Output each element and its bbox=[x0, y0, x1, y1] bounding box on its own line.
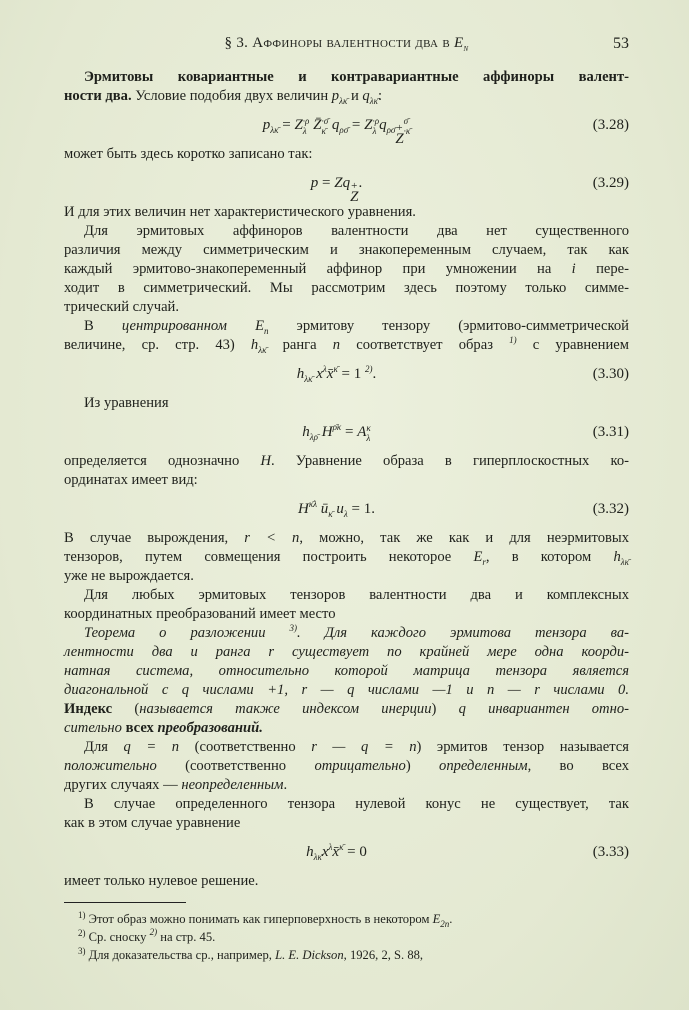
text-run: A bbox=[357, 424, 367, 440]
text-run: ) эрмитов тензор называется bbox=[416, 739, 629, 755]
text-run: отрицательно bbox=[314, 758, 406, 774]
text-run: и bbox=[347, 88, 363, 104]
subscript: λκ̄ bbox=[313, 852, 322, 862]
text-run: H bbox=[297, 501, 309, 517]
superscript-index: ·ρ bbox=[372, 115, 380, 126]
text-run: ности два. bbox=[64, 88, 132, 104]
accent-mark: + bbox=[396, 122, 403, 134]
text-run: координатных преобразований имеет место bbox=[64, 606, 336, 622]
text-line bbox=[64, 795, 629, 814]
text-line bbox=[64, 87, 629, 106]
text-run: (соответственно bbox=[179, 739, 312, 755]
text-run: Zq bbox=[334, 175, 351, 191]
text-line bbox=[64, 814, 629, 833]
text-run: Из уравнения bbox=[84, 395, 169, 411]
text-run: x̄ bbox=[326, 366, 334, 382]
text-run: Условие подобия двух величин bbox=[131, 88, 332, 104]
text-run: ходит в симметрический. Мы рассмотрим здесь поэтому только симме- bbox=[64, 280, 629, 296]
running-header bbox=[64, 35, 629, 55]
subscript-index: κ̄ bbox=[321, 125, 326, 136]
text-run: ранга bbox=[266, 337, 333, 353]
text-run: h bbox=[250, 337, 259, 353]
text-run: , во всех bbox=[527, 758, 630, 774]
footnotes bbox=[78, 906, 628, 960]
subscript: κ̄ bbox=[328, 509, 333, 519]
text-run: . Для каждого эрмитова тензора ва- bbox=[297, 625, 629, 641]
text-line bbox=[64, 605, 629, 624]
text-run: q = n bbox=[123, 739, 180, 755]
text-run: пере- bbox=[575, 261, 630, 277]
subscript-index: λ bbox=[372, 125, 377, 136]
text-line bbox=[64, 757, 629, 776]
subscript: ρσ̄ bbox=[386, 125, 396, 135]
equation-number: (3.28) bbox=[592, 117, 629, 133]
text-run: = bbox=[341, 424, 358, 440]
footnote bbox=[78, 942, 628, 960]
subscript: r bbox=[482, 557, 486, 567]
subscript-index: ·κ̄ bbox=[403, 125, 411, 136]
text-run: = 0 bbox=[343, 844, 367, 860]
equation bbox=[64, 106, 629, 145]
superscript: 3) bbox=[289, 623, 298, 633]
text-run: трический случай. bbox=[64, 299, 180, 315]
text-line bbox=[64, 222, 629, 241]
subscript: λκ̄ bbox=[258, 345, 267, 355]
text-run: i bbox=[571, 261, 576, 277]
subscript: λκ̄ bbox=[620, 557, 629, 567]
superscript: κ̄ bbox=[339, 842, 344, 852]
text-run: центрированном bbox=[121, 318, 227, 334]
text-line bbox=[64, 529, 629, 548]
text-run: E bbox=[432, 912, 441, 926]
text-run: на стр. 45. bbox=[157, 930, 216, 944]
text-run: уже не вырождается. bbox=[64, 568, 194, 584]
text-run: q bbox=[362, 88, 370, 104]
text-run: E bbox=[473, 549, 483, 565]
text-run: n bbox=[332, 337, 341, 353]
text-run: ) bbox=[405, 758, 440, 774]
text-run: Z̄ bbox=[309, 117, 322, 133]
text-run: имеет только нулевое решение. bbox=[64, 873, 259, 889]
text-run: соответствует образ bbox=[340, 337, 510, 353]
text-run: h bbox=[296, 366, 305, 382]
text-run: r < n bbox=[244, 530, 300, 546]
text-line bbox=[64, 298, 629, 317]
text-run: h bbox=[306, 844, 314, 860]
text-line bbox=[64, 662, 629, 681]
text-run: H bbox=[318, 424, 333, 440]
text-run: тензоров, путем совмещения построить некоторое bbox=[64, 549, 474, 565]
text-line bbox=[64, 700, 629, 719]
superscript: κ̄λ bbox=[308, 499, 318, 509]
subscript: λκ̄ bbox=[369, 96, 378, 106]
text-run: H bbox=[260, 453, 271, 469]
superscript-index: σ̄ bbox=[403, 115, 409, 126]
text-run: натная система, относительно которой матрица тензора является bbox=[64, 663, 629, 679]
text-run: L. E. Dickson bbox=[275, 948, 344, 962]
superscript: 2) bbox=[365, 364, 373, 374]
text-run: = 1. bbox=[347, 501, 375, 517]
text-run: всех bbox=[125, 720, 154, 736]
text-run: q bbox=[328, 117, 340, 133]
equation-body bbox=[263, 106, 411, 145]
text-run: . bbox=[358, 175, 363, 191]
text-line bbox=[64, 643, 629, 662]
text-run: x bbox=[312, 366, 323, 382]
text-run: = 1 bbox=[337, 366, 365, 382]
text-run: p bbox=[331, 88, 340, 104]
text-line bbox=[64, 260, 629, 279]
text-run: Z bbox=[364, 117, 373, 133]
text-run: каждый эрмитово-знакопеременный аффинор при умножении на bbox=[64, 261, 572, 277]
text-run: Для любых эрмитовых тензоров валентности два и комплексных bbox=[84, 587, 629, 603]
text-line bbox=[64, 548, 629, 567]
superscript-index: ·ρ bbox=[302, 115, 310, 126]
text-line bbox=[64, 624, 629, 643]
equation-body bbox=[297, 355, 377, 394]
text-run: определенным bbox=[439, 758, 528, 774]
text-run: q bbox=[379, 117, 387, 133]
text-run: Индекс bbox=[64, 701, 113, 717]
subscript: λρ̄ bbox=[309, 432, 318, 442]
text-line bbox=[64, 317, 629, 336]
subscript-index: λ bbox=[366, 432, 371, 443]
equation-body bbox=[302, 413, 370, 452]
text-line bbox=[64, 471, 629, 490]
text-run: Ср. сноску bbox=[85, 930, 150, 944]
text-run: : bbox=[377, 88, 382, 104]
equation bbox=[64, 490, 629, 529]
subscript: 2n bbox=[440, 919, 450, 929]
index-stack bbox=[366, 423, 370, 443]
superscript: 2) bbox=[149, 927, 158, 937]
equation-body bbox=[311, 164, 362, 203]
text-line bbox=[64, 336, 629, 355]
text-run: x bbox=[321, 844, 329, 860]
text-run: E bbox=[255, 318, 264, 334]
footnote-mark: 1) bbox=[78, 910, 86, 920]
text-run: Для эрмитовых аффиноров валентности два нет существенного bbox=[84, 223, 629, 239]
text-line bbox=[64, 567, 629, 586]
text-run: p bbox=[262, 117, 271, 133]
text-run: x̄ bbox=[332, 844, 340, 860]
subscript: λκ̄ bbox=[339, 96, 348, 106]
text-run: (соответственно bbox=[156, 758, 315, 774]
text-run: ) bbox=[431, 701, 459, 717]
text-run: q инвариантен отно- bbox=[458, 701, 629, 717]
text-run: u bbox=[332, 501, 344, 517]
text-run: , можно, так же как и для неэрмитовых bbox=[299, 530, 629, 546]
text-run: h bbox=[613, 549, 621, 565]
text-run: , 1926, 2, S. 88, bbox=[343, 948, 424, 962]
equation-body bbox=[298, 490, 375, 529]
text-run: И для этих величин нет характеристического уравнения. bbox=[64, 204, 416, 220]
subscript: ρσ̄ bbox=[339, 125, 349, 135]
text-run: . bbox=[372, 366, 377, 382]
text-run: = bbox=[278, 117, 295, 133]
page-number: 53 bbox=[613, 35, 629, 52]
text-run: Теорема о разложении bbox=[84, 625, 290, 641]
text-line bbox=[64, 719, 629, 738]
section-title bbox=[64, 35, 629, 54]
text-run: определяется однозначно bbox=[64, 453, 261, 469]
text-run: = bbox=[318, 175, 335, 191]
superscript: ρ̄κ bbox=[332, 422, 342, 432]
superscript: 1) bbox=[509, 335, 517, 345]
subscript: λ bbox=[343, 509, 348, 519]
text-run: В случае определенного тензора нулевой конус не существует, так bbox=[84, 796, 629, 812]
text-run: Эрмитовы ковариантные и контравариантные аффиноры валент- bbox=[84, 69, 629, 85]
footnote bbox=[78, 906, 628, 929]
text-run: лентности два и ранга r существует по крайней мере одна коорди- bbox=[64, 644, 629, 660]
text-run: r — q = n bbox=[311, 739, 417, 755]
text-run: = bbox=[348, 117, 365, 133]
equation bbox=[64, 413, 629, 452]
text-line bbox=[64, 872, 629, 891]
accented-symbol-group bbox=[395, 123, 403, 145]
text-run: . Уравнение образа в гиперплоскостных ко- bbox=[270, 453, 629, 469]
text-line bbox=[64, 586, 629, 605]
superscript: λ bbox=[328, 842, 333, 852]
text-run: ординатах имеет вид: bbox=[64, 472, 198, 488]
equation bbox=[64, 164, 629, 203]
footnote-mark: 2) bbox=[78, 928, 86, 938]
superscript: λ bbox=[322, 364, 327, 374]
text-line bbox=[64, 279, 629, 298]
text-line bbox=[64, 738, 629, 757]
text-run: диагональной с q числами +1, r — q числами —1 и n — r числами 0. bbox=[64, 682, 629, 698]
text-run: эрмитову тензору (эрмитово-симметрической bbox=[268, 318, 629, 334]
text-run: Z bbox=[294, 117, 303, 133]
text-run: . bbox=[449, 912, 453, 926]
text-run: называется также индексом инерции bbox=[139, 701, 432, 717]
text-run: h bbox=[302, 424, 310, 440]
text-line bbox=[64, 452, 629, 471]
text-run: Этот образ можно понимать как гиперповерхность в некотором bbox=[85, 912, 433, 926]
section-title-space: E bbox=[454, 35, 464, 51]
equation-number: (3.30) bbox=[592, 366, 629, 382]
accented-symbol: Z bbox=[395, 131, 404, 147]
footnote-mark: 3) bbox=[78, 946, 86, 956]
text-line bbox=[64, 203, 629, 222]
subscript-index: λ bbox=[302, 125, 307, 136]
text-run: Для bbox=[84, 739, 124, 755]
text-line bbox=[64, 68, 629, 87]
equation-number: (3.32) bbox=[592, 501, 629, 517]
page-body bbox=[64, 68, 629, 891]
text-run: положительно bbox=[64, 758, 157, 774]
subscript: λκ̄ bbox=[270, 125, 279, 135]
text-run: может быть здесь коротко записано так: bbox=[64, 146, 313, 162]
section-title-text: § 3. Аффиноры валентности два в bbox=[224, 35, 455, 51]
text-line bbox=[64, 241, 629, 260]
text-run: величине, ср. стр. 43) bbox=[64, 337, 251, 353]
equation-number: (3.29) bbox=[592, 175, 629, 191]
equation bbox=[64, 833, 629, 872]
equation bbox=[64, 355, 629, 394]
text-run: ( bbox=[112, 701, 140, 717]
text-run: как в этом случае уравнение bbox=[64, 815, 241, 831]
text-line bbox=[64, 776, 629, 795]
equation-number: (3.33) bbox=[592, 844, 629, 860]
text-line bbox=[64, 681, 629, 700]
accented-symbol: Z bbox=[350, 189, 359, 205]
text-run: В случае вырождения, bbox=[64, 530, 245, 546]
text-run bbox=[227, 318, 255, 334]
superscript-index: ·σ̄ bbox=[321, 115, 329, 126]
text-run: преобразований. bbox=[153, 720, 263, 736]
section-title-subscript: n bbox=[463, 43, 469, 54]
text-run: В bbox=[84, 318, 122, 334]
subscript: n bbox=[263, 326, 269, 336]
superscript: κ̄ bbox=[333, 364, 338, 374]
text-run: сительно bbox=[64, 720, 126, 736]
equation-body bbox=[306, 833, 367, 872]
text-run: различия между симметрическим и знакопеременным случаем, так как bbox=[64, 242, 629, 258]
subscript: λκ̄ bbox=[304, 374, 313, 384]
text-run: с уравнением bbox=[516, 337, 629, 353]
equation-number: (3.31) bbox=[592, 424, 629, 440]
text-run: Для доказательства ср., например, bbox=[85, 948, 276, 962]
footnote-separator bbox=[64, 902, 186, 903]
index-stack bbox=[404, 116, 411, 136]
text-run: , в котором bbox=[485, 549, 614, 565]
text-run: p bbox=[310, 175, 319, 191]
text-run: неопределенным bbox=[181, 777, 284, 793]
text-line bbox=[64, 394, 629, 413]
footnote bbox=[78, 924, 628, 942]
text-run: . bbox=[283, 777, 288, 793]
superscript-index: κ bbox=[366, 422, 371, 433]
text-run: других случаях — bbox=[64, 777, 182, 793]
text-line bbox=[64, 145, 629, 164]
text-run: ū bbox=[317, 501, 329, 517]
accent-mark: + bbox=[351, 180, 358, 192]
